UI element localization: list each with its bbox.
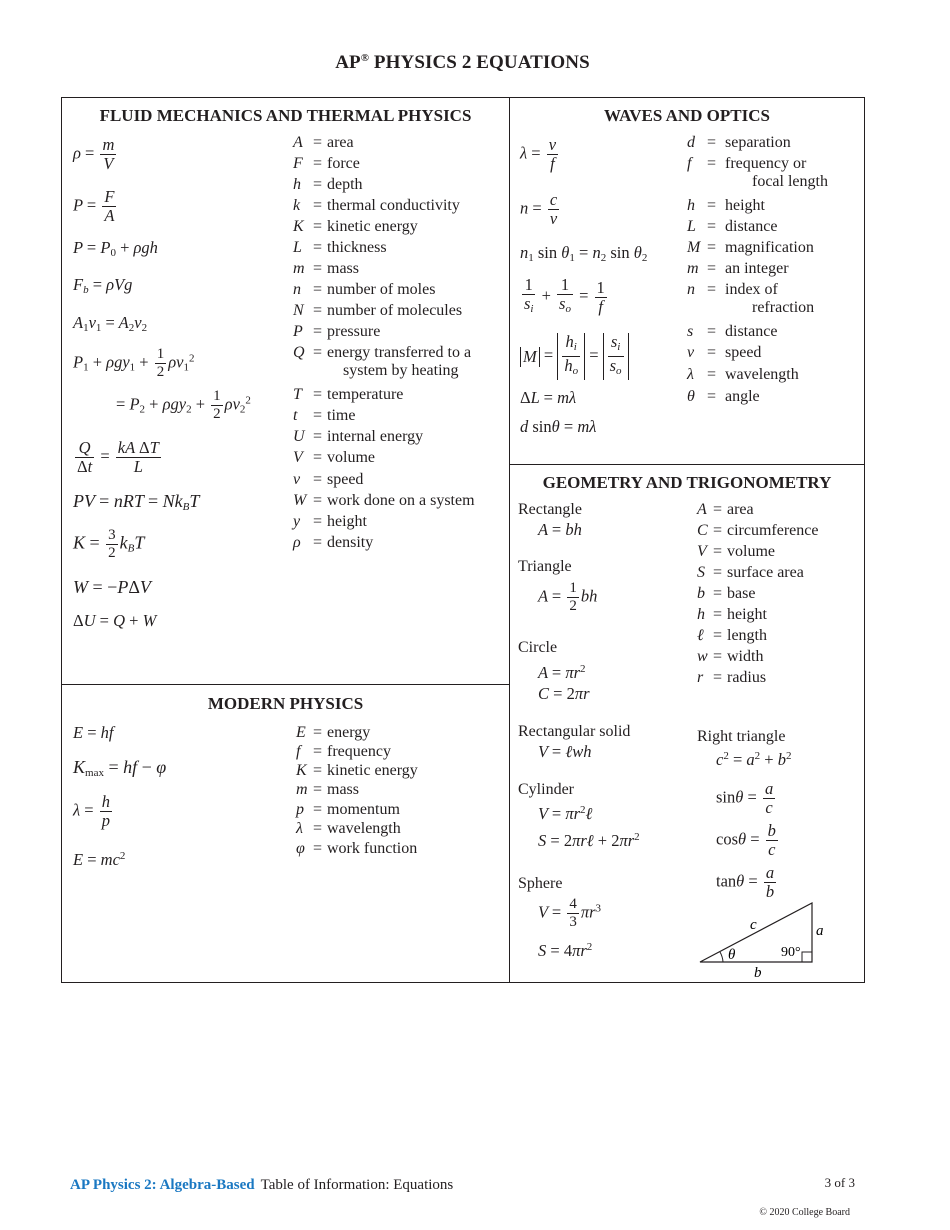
variable-definition: v = speed — [293, 471, 364, 488]
variable-definition: λ = wavelength — [687, 366, 799, 383]
shape-label-rectangular-solid: Rectangular solid — [518, 723, 631, 740]
variable-definition: A = area — [293, 134, 354, 151]
variable-definition: b = base — [697, 585, 756, 602]
ideal-gas-equation: PV = nRT = $Nk_BT$ — [73, 491, 200, 513]
variable-definition: Q = energy transferred to a system by heating — [293, 344, 472, 379]
variable-definition: F = force — [293, 155, 360, 172]
variable-definition: m = mass — [293, 260, 359, 277]
document-name: Table of Information: Equations — [260, 1177, 454, 1193]
wave-speed-equation: λ = $\frac{v}{f}$ — [520, 135, 557, 173]
variable-definition: f = frequency or focal length — [687, 155, 828, 190]
index-of-refraction-equation: n = $\frac{c}{v}$ — [520, 190, 558, 228]
sine-equation: sinθ = $\frac{a}{c}$ — [716, 779, 774, 817]
cylinder-volume-equation: $V = \pi r^2\ell$ — [538, 804, 593, 823]
hypotenuse-label: c — [750, 917, 757, 933]
variable-definition: v = speed — [687, 344, 762, 361]
de-broglie-equation: λ = $\frac{h}{p}$ — [73, 792, 110, 830]
rectangle-area-equation: A = bh — [538, 520, 582, 539]
variable-definition: ℓ = length — [697, 627, 767, 644]
column-divider — [509, 97, 510, 983]
buoyant-force-equation: $F_b = \rho Vg$ — [73, 275, 133, 296]
variable-definition: E = energy — [296, 724, 371, 741]
variable-definition: r = radius — [697, 669, 767, 686]
theta-label: θ — [728, 947, 736, 963]
footer-document-title — [70, 1177, 453, 1194]
copyright-notice: © 2020 College Board — [759, 1207, 850, 1218]
shape-label-circle: Circle — [518, 639, 558, 656]
cosine-equation: cosθ = $\frac{b}{c}$ — [716, 821, 776, 859]
variable-definition: U = internal energy — [293, 428, 424, 445]
adjacent-side-label: b — [754, 965, 762, 980]
magnification-equation: M = $\frac{h_i}{h_o}$ = $\frac{s_i}{s_o}$ — [520, 333, 629, 380]
thin-lens-equation: $\frac{1}{s_i}$ + $\frac{1}{s_o}$ = $\frac{1}{f}$ — [520, 276, 609, 318]
section-title-fluid: FLUID MECHANICS AND THERMAL PHYSICS — [99, 106, 472, 125]
waves-geometry-divider — [509, 464, 865, 465]
density-equation: ρ = $\frac{m}{V}$ — [73, 135, 115, 173]
variable-definition: w = width — [697, 648, 764, 665]
variable-definition: y = height — [293, 513, 367, 530]
shape-label-rectangle: Rectangle — [518, 501, 582, 518]
variable-definition: h = height — [687, 197, 765, 214]
shape-label-right-triangle: Right triangle — [697, 728, 786, 745]
section-title-waves: WAVES AND OPTICS — [604, 106, 770, 125]
variable-definition: t = time — [293, 407, 356, 424]
circle-area-equation: $A = \pi r^2$ — [538, 663, 586, 682]
heat-conduction-equation: $\frac{Q}{\Delta t}$ = $\frac{\text{kA ΔT}}{L}$ — [77, 438, 159, 476]
variable-definition: m = mass — [296, 781, 359, 798]
variable-definition: L = distance — [687, 218, 778, 235]
first-law-equation: ΔU = Q + W — [73, 611, 157, 630]
variable-definition: C = circumference — [697, 522, 819, 539]
sphere-volume-equation: V = $\frac{4}{3}$ $\pi r^3$ — [538, 896, 602, 930]
variable-definition: S = surface area — [697, 564, 804, 581]
variable-definition: λ = wavelength — [296, 820, 401, 837]
variable-definition: W = work done on a system — [293, 492, 475, 509]
variable-definition: n = number of moles — [293, 281, 436, 298]
photoelectric-equation: $K_{max}$ = hf − φ — [73, 757, 167, 779]
page-title: AP® PHYSICS 2 EQUATIONS — [335, 52, 590, 73]
hydrostatic-pressure-equation: $P = P_0 + \rho gh$ — [73, 238, 158, 259]
circle-circumference-equation: C = 2πr — [538, 684, 590, 703]
path-difference-equation: ΔL = mλ — [520, 388, 577, 407]
kinetic-energy-gas-equation: K = $\frac{3}{2}$ $k_BT$ — [73, 527, 145, 561]
variable-definition: M = magnification — [687, 239, 814, 256]
work-equation: W = −PΔV — [73, 577, 151, 597]
variable-definition: h = height — [697, 606, 767, 623]
variable-definition: V = volume — [697, 543, 775, 560]
angle-arc — [720, 952, 723, 962]
pythagorean-equation: $c^2 = a^2 + b^2$ — [716, 750, 792, 769]
variable-definition: d = separation — [687, 134, 791, 151]
variable-definition: V = volume — [293, 449, 375, 466]
triangle-area-equation: A = $\frac{1}{2}$ bh — [538, 580, 598, 614]
rectangular-solid-volume-equation: V = ℓwh — [538, 742, 592, 761]
right-angle-label: 90° — [781, 945, 801, 960]
page-number: 3 of 3 — [824, 1175, 855, 1190]
fluid-modern-divider — [61, 684, 510, 685]
tangent-equation: tanθ = $\frac{a}{b}$ — [716, 863, 775, 901]
variable-definition: T = temperature — [293, 386, 404, 403]
right-triangle-diagram — [690, 895, 840, 980]
variable-definition: f = frequency — [296, 743, 391, 760]
bernoulli-equation-line1: $P_1 + \rho gy_1$ + $\frac{1}{2}$ $\rho v_1^2$ — [73, 346, 195, 380]
variable-definition: m = an integer — [687, 260, 789, 277]
mass-energy-equation: $E = mc^2$ — [73, 850, 126, 869]
bernoulli-equation-line2: = $P_2 + \rho gy_2$ + $\frac{1}{2}$ $\rho v_2^2$ — [116, 388, 251, 422]
variable-definition: n = index of refraction — [687, 281, 815, 316]
variable-definition: K = kinetic energy — [296, 762, 418, 779]
variable-definition: ρ = density — [293, 534, 374, 551]
right-angle-marker — [802, 952, 812, 962]
pressure-equation: P = $\frac{F}{A}$ — [73, 187, 115, 225]
shape-label-triangle: Triangle — [518, 558, 572, 575]
cylinder-surface-equation: S = 2πrℓ + $2\pi r^2$ — [538, 831, 640, 850]
photon-energy-equation: E = hf — [73, 723, 114, 742]
sphere-surface-equation: $S = 4\pi r^2$ — [538, 941, 593, 960]
continuity-equation: $A_1v_1 = A_2v_2$ — [73, 313, 148, 334]
variable-definition: P = pressure — [293, 323, 381, 340]
shape-label-cylinder: Cylinder — [518, 781, 574, 798]
variable-definition: s = distance — [687, 323, 778, 340]
section-title-modern: MODERN PHYSICS — [207, 694, 364, 713]
variable-definition: A = area — [697, 501, 754, 518]
variable-definition: θ = angle — [687, 388, 760, 405]
opposite-side-label: a — [816, 923, 824, 939]
shape-label-sphere: Sphere — [518, 875, 563, 892]
variable-definition: k = thermal conductivity — [293, 197, 460, 214]
variable-definition: p = momentum — [296, 801, 400, 818]
variable-definition: h = depth — [293, 176, 363, 193]
snells-law-equation: $n_1$ $\sin \theta_1 = n_2$ $\sin \theta_2$ — [520, 243, 648, 264]
variable-definition: N = number of molecules — [293, 302, 463, 319]
variable-definition: K = kinetic energy — [293, 218, 418, 235]
double-slit-equation: d sinθ = mλ — [520, 417, 597, 436]
course-name: AP Physics 2: Algebra-Based — [70, 1177, 255, 1193]
section-title-geometry: GEOMETRY AND TRIGONOMETRY — [542, 473, 832, 492]
variable-definition: L = thickness — [293, 239, 387, 256]
variable-definition: φ = work function — [296, 840, 418, 857]
